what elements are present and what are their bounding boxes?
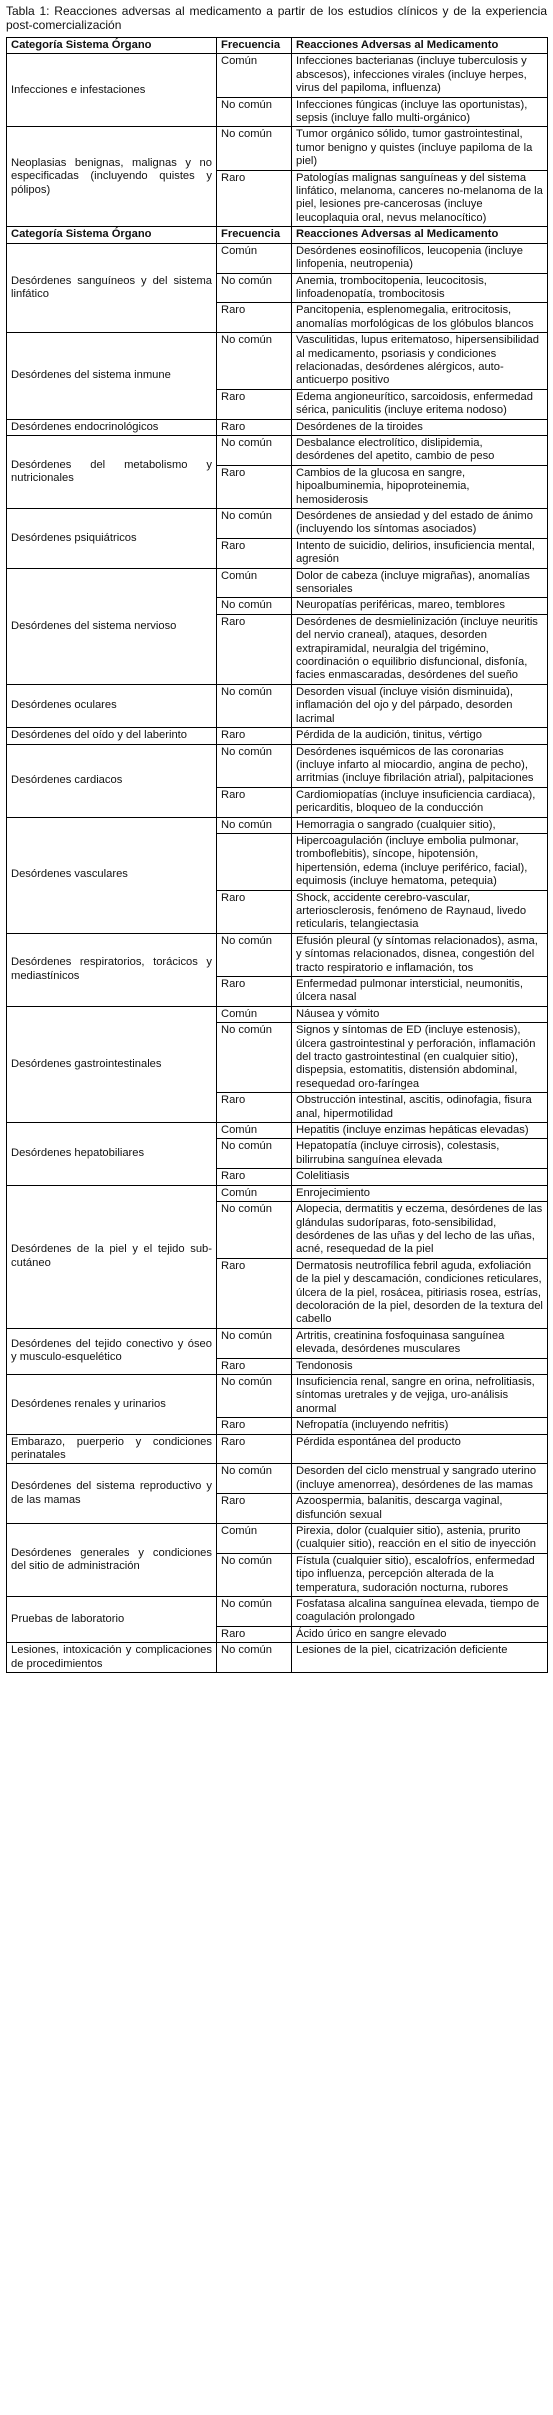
frequency-cell: Raro [217, 890, 292, 933]
frequency-cell: No común [217, 1643, 292, 1673]
frequency-cell: Raro [217, 170, 292, 227]
frequency-cell: No común [217, 1597, 292, 1627]
frequency-cell: No común [217, 1328, 292, 1358]
table-row [7, 817, 548, 833]
frequency-cell [217, 833, 292, 890]
organ-category-cell: Desórdenes respiratorios, torácicos y mediastínicos [7, 933, 217, 1006]
organ-category-cell: Desórdenes gastrointestinales [7, 1006, 217, 1122]
organ-category-cell: Desórdenes vasculares [7, 817, 217, 933]
frequency-cell: Común [217, 568, 292, 598]
adverse-reaction-cell: Shock, accidente cerebro-vascular, arteriosclerosis, fenómeno de Raynaud, livedo reticularis, telangiectasia [292, 890, 548, 933]
header-adverse-reactions: Reacciones Adversas al Medicamento [292, 38, 548, 54]
adverse-reaction-cell: Dolor de cabeza (incluye migrañas), anomalías sensoriales [292, 568, 548, 598]
frequency-cell: No común [217, 933, 292, 976]
table-row [7, 1006, 548, 1022]
adverse-reaction-cell: Patologías malignas sanguíneas y del sistema linfático, melanoma, canceres no-melanoma de la piel, lesiones pre-cancerosas (incluye leucoplaquia oral, nevus melanocítico) [292, 170, 548, 227]
organ-category-cell: Neoplasias benignas, malignas y no especificadas (incluyendo quistes y pólipos) [7, 127, 217, 227]
adverse-reaction-cell: Pérdida de la audición, tinitus, vértigo [292, 728, 548, 744]
adverse-reaction-cell: Intento de suicidio, delirios, insuficiencia mental, agresión [292, 538, 548, 568]
organ-category-cell: Desórdenes del sistema reproductivo y de las mamas [7, 1464, 217, 1524]
adverse-reaction-cell: Edema angioneurítico, sarcoidosis, enfermedad sérica, paniculitis (incluye eritema nodoso) [292, 389, 548, 419]
frequency-cell: Raro [217, 1434, 292, 1464]
organ-category-cell: Desórdenes del sistema nervioso [7, 568, 217, 684]
adverse-reaction-cell: Fosfatasa alcalina sanguínea elevada, tiempo de coagulación prolongado [292, 1597, 548, 1627]
adverse-reaction-cell: Alopecia, dermatitis y eczema, desórdenes de las glándulas sudoríparas, foto-sensibilidad, desórdenes de las uñas y del lecho de las uñas, acné, resequedad de la piel [292, 1202, 548, 1259]
adverse-reaction-cell: Fístula (cualquier sitio), escalofríos, enfermedad tipo influenza, percepción alterada de la temperatura, sudoración nocturna, rubores [292, 1553, 548, 1596]
adverse-reaction-cell: Azoospermia, balanitis, descarga vaginal, disfunción sexual [292, 1494, 548, 1524]
frequency-cell: Raro [217, 614, 292, 684]
header-frequency: Frecuencia [217, 38, 292, 54]
header-row [7, 227, 548, 243]
frequency-cell: Raro [217, 1418, 292, 1434]
frequency-cell: Común [217, 1006, 292, 1022]
frequency-cell: No común [217, 1023, 292, 1093]
frequency-cell: No común [217, 817, 292, 833]
frequency-cell: Raro [217, 1358, 292, 1374]
organ-category-cell: Embarazo, puerperio y condiciones perinatales [7, 1434, 217, 1464]
adverse-reaction-cell: Desorden visual (incluye visión disminuida), inflamación del ojo y del párpado, desorden lacrimal [292, 684, 548, 727]
frequency-cell: Común [217, 243, 292, 273]
adverse-reaction-cell: Hemorragia o sangrado (cualquier sitio), [292, 817, 548, 833]
adverse-reaction-cell: Pirexia, dolor (cualquier sitio), astenia, prurito (cualquier sitio), reacción en el sitio de inyección [292, 1524, 548, 1554]
adverse-reaction-cell: Anemia, trombocitopenia, leucocitosis, linfoadenopatía, trombocitosis [292, 273, 548, 303]
frequency-cell: No común [217, 1202, 292, 1259]
table-row [7, 1185, 548, 1201]
table-row [7, 419, 548, 435]
frequency-cell: No común [217, 598, 292, 614]
table-row [7, 1597, 548, 1627]
table-row [7, 1328, 548, 1358]
organ-category-cell: Desórdenes hepatobiliares [7, 1123, 217, 1186]
adverse-reaction-cell: Desórdenes de ansiedad y del estado de ánimo (incluyendo los síntomas asociados) [292, 509, 548, 539]
table-row [7, 1464, 548, 1494]
adverse-reaction-cell: Infecciones fúngicas (incluye las oportunistas), sepsis (incluye fallo multi-orgánico) [292, 97, 548, 127]
adverse-reaction-cell: Desbalance electrolítico, dislipidemia, desórdenes del apetito, cambio de peso [292, 435, 548, 465]
organ-category-cell: Infecciones e infestaciones [7, 54, 217, 127]
organ-category-cell: Desórdenes del sistema inmune [7, 333, 217, 419]
frequency-cell: Raro [217, 389, 292, 419]
table-body [7, 38, 548, 1673]
adverse-reaction-cell: Cambios de la glucosa en sangre, hipoalbuminemia, hipoproteinemia, hemosiderosis [292, 465, 548, 508]
table-row [7, 1524, 548, 1554]
table-row [7, 243, 548, 273]
frequency-cell: No común [217, 1464, 292, 1494]
organ-category-cell: Desórdenes de la piel y el tejido sub-cutáneo [7, 1185, 217, 1328]
frequency-cell: Raro [217, 977, 292, 1007]
frequency-cell: Raro [217, 1494, 292, 1524]
adverse-reaction-cell: Cardiomiopatías (incluye insuficiencia cardiaca), pericarditis, bloqueo de la conducción [292, 787, 548, 817]
table-caption: Tabla 1: Reacciones adversas al medicamento a partir de los estudios clínicos y de la experiencia post-comercialización [6, 4, 547, 32]
frequency-cell: Común [217, 1185, 292, 1201]
table-row [7, 568, 548, 598]
organ-category-cell: Desórdenes del metabolismo y nutricionales [7, 435, 217, 508]
frequency-cell: Raro [217, 787, 292, 817]
frequency-cell: No común [217, 684, 292, 727]
adverse-reaction-cell: Nefropatía (incluyendo nefritis) [292, 1418, 548, 1434]
frequency-cell: No común [217, 97, 292, 127]
header-organ-category: Categoría Sistema Órgano [7, 38, 217, 54]
adverse-reaction-cell: Hepatitis (incluye enzimas hepáticas elevadas) [292, 1123, 548, 1139]
adverse-reaction-cell: Enrojecimiento [292, 1185, 548, 1201]
header-frequency: Frecuencia [217, 227, 292, 243]
table-row [7, 728, 548, 744]
table-row [7, 744, 548, 787]
organ-category-cell: Desórdenes sanguíneos y del sistema linfático [7, 243, 217, 332]
frequency-cell: Raro [217, 728, 292, 744]
frequency-cell: Raro [217, 419, 292, 435]
table-row [7, 1643, 548, 1673]
adverse-reaction-cell: Efusión pleural (y síntomas relacionados), asma, y síntomas relacionados, disnea, congestión del tracto respiratorio e inflamación, tos [292, 933, 548, 976]
adverse-reaction-cell: Colelitiasis [292, 1169, 548, 1185]
table-row [7, 127, 548, 170]
organ-category-cell: Desórdenes psiquiátricos [7, 509, 217, 569]
header-organ-category: Categoría Sistema Órgano [7, 227, 217, 243]
frequency-cell: No común [217, 127, 292, 170]
organ-category-cell: Lesiones, intoxicación y complicaciones de procedimientos [7, 1643, 217, 1673]
adverse-reaction-cell: Infecciones bacterianas (incluye tuberculosis y abscesos), infecciones virales (incluye herpes, virus del papiloma, influenza) [292, 54, 548, 97]
organ-category-cell: Pruebas de laboratorio [7, 1597, 217, 1643]
organ-category-cell: Desórdenes oculares [7, 684, 217, 727]
adverse-reaction-cell: Desórdenes de desmielinización (incluye neuritis del nervio craneal), ataques, desorden extrapiramidal, neuralgia del trigémino, coordinación o equilibrio disfuncional, disfonía, facies enmascaradas, desórdenes del sueño [292, 614, 548, 684]
adverse-reaction-cell: Hepatopatía (incluye cirrosis), colestasis, bilirrubina sanguínea elevada [292, 1139, 548, 1169]
organ-category-cell: Desórdenes generales y condiciones del sitio de administración [7, 1524, 217, 1597]
table-row [7, 684, 548, 727]
frequency-cell: No común [217, 509, 292, 539]
adverse-reaction-cell: Insuficiencia renal, sangre en orina, nefrolitiasis, síntomas uretrales y de vejiga, uro-análisis anormal [292, 1374, 548, 1417]
table-row [7, 435, 548, 465]
adverse-reaction-cell: Desórdenes isquémicos de las coronarias (incluye infarto al miocardio, angina de pecho), arritmias (incluye fibrilación atrial), palpitaciones [292, 744, 548, 787]
adverse-reaction-cell: Desórdenes de la tiroides [292, 419, 548, 435]
table-row [7, 509, 548, 539]
adverse-reaction-cell: Ácido úrico en sangre elevado [292, 1626, 548, 1642]
frequency-cell: No común [217, 435, 292, 465]
adverse-reaction-cell: Obstrucción intestinal, ascitis, odinofagia, fisura anal, hipermotilidad [292, 1093, 548, 1123]
organ-category-cell: Desórdenes del oído y del laberinto [7, 728, 217, 744]
frequency-cell: No común [217, 1553, 292, 1596]
organ-category-cell: Desórdenes del tejido conectivo y óseo y musculo-esquelético [7, 1328, 217, 1374]
table-row [7, 1374, 548, 1417]
adverse-reaction-cell: Neuropatías periféricas, mareo, temblores [292, 598, 548, 614]
frequency-cell: No común [217, 744, 292, 787]
adverse-reaction-cell: Enfermedad pulmonar intersticial, neumonitis, úlcera nasal [292, 977, 548, 1007]
table-row [7, 933, 548, 976]
frequency-cell: No común [217, 273, 292, 303]
frequency-cell: Raro [217, 303, 292, 333]
adverse-reaction-cell: Desórdenes eosinofílicos, leucopenia (incluye linfopenia, neutropenia) [292, 243, 548, 273]
frequency-cell: No común [217, 333, 292, 390]
frequency-cell: No común [217, 1139, 292, 1169]
frequency-cell: Raro [217, 538, 292, 568]
table-row [7, 54, 548, 97]
header-adverse-reactions: Reacciones Adversas al Medicamento [292, 227, 548, 243]
adverse-reaction-cell: Lesiones de la piel, cicatrización deficiente [292, 1643, 548, 1673]
frequency-cell: Raro [217, 1093, 292, 1123]
frequency-cell: Raro [217, 1626, 292, 1642]
frequency-cell: Común [217, 54, 292, 97]
adverse-reaction-cell: Náusea y vómito [292, 1006, 548, 1022]
adverse-reaction-cell: Tendonosis [292, 1358, 548, 1374]
frequency-cell: Raro [217, 1169, 292, 1185]
adverse-reactions-table [6, 37, 548, 1673]
adverse-reaction-cell: Desorden del ciclo menstrual y sangrado uterino (incluye amenorrea), desórdenes de las mamas [292, 1464, 548, 1494]
table-row [7, 1123, 548, 1139]
frequency-cell: No común [217, 1374, 292, 1417]
adverse-reaction-cell: Pérdida espontánea del producto [292, 1434, 548, 1464]
header-row [7, 38, 548, 54]
organ-category-cell: Desórdenes renales y urinarios [7, 1374, 217, 1434]
table-row [7, 333, 548, 390]
adverse-reaction-cell: Vasculitidas, lupus eritematoso, hipersensibilidad al medicamento, psoriasis y condiciones relacionadas, desórdenes alérgicos, auto-anticuerpo positivo [292, 333, 548, 390]
adverse-reaction-cell: Pancitopenia, esplenomegalia, eritrocitosis, anomalías morfológicas de los glóbulos blancos [292, 303, 548, 333]
frequency-cell: Raro [217, 1258, 292, 1328]
adverse-reaction-cell: Artritis, creatinina fosfoquinasa sanguínea elevada, desórdenes musculares [292, 1328, 548, 1358]
adverse-reaction-cell: Signos y síntomas de ED (incluye estenosis), úlcera gastrointestinal y perforación, inflamación del tracto gastrointestinal (en cualquier sitio), dispepsia, estomatitis, distensión abdominal, resequedad oro-faríngea [292, 1023, 548, 1093]
adverse-reaction-cell: Tumor orgánico sólido, tumor gastrointestinal, tumor benigno y quistes (incluye papiloma de la piel) [292, 127, 548, 170]
table-row [7, 1434, 548, 1464]
frequency-cell: Común [217, 1524, 292, 1554]
adverse-reaction-cell: Dermatosis neutrofílica febril aguda, exfoliación de la piel y descamación, condiciones reticulares, úlcera de la piel, rosácea, pitiriasis rosea, estrías, decoloración de la piel, desorden de la textura del cabello [292, 1258, 548, 1328]
frequency-cell: Común [217, 1123, 292, 1139]
organ-category-cell: Desórdenes cardiacos [7, 744, 217, 817]
adverse-reaction-cell: Hipercoagulación (incluye embolia pulmonar, tromboflebitis), síncope, hipotensión, hipertensión, edema (incluye periférico, facial), equimosis (incluye hematoma, petequia) [292, 833, 548, 890]
frequency-cell: Raro [217, 465, 292, 508]
organ-category-cell: Desórdenes endocrinológicos [7, 419, 217, 435]
